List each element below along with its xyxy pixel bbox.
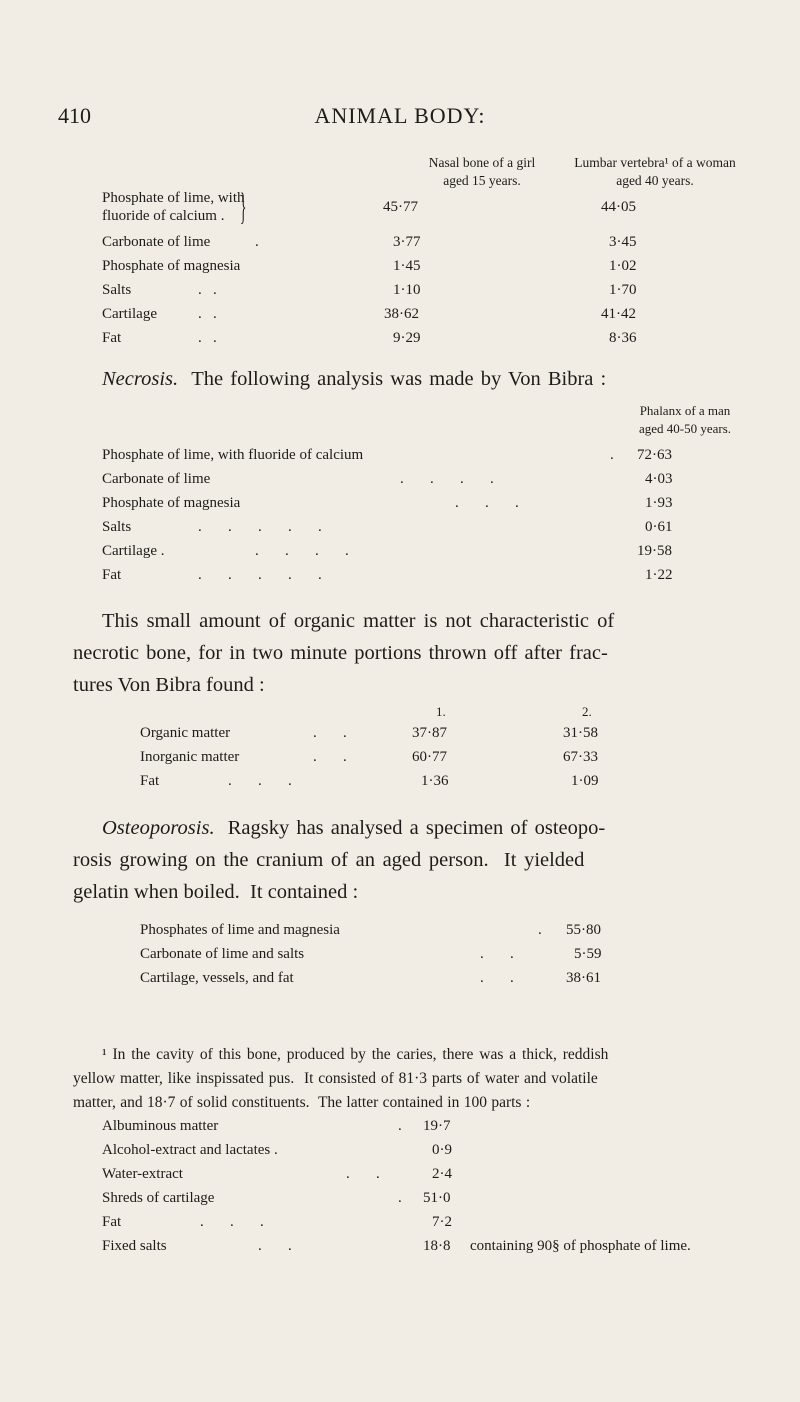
table-cell: 3·45 <box>609 234 637 250</box>
table-cell: 1·70 <box>609 282 637 298</box>
leader-dots: . . <box>198 306 217 322</box>
table-cell: 0·61 <box>645 519 673 535</box>
table-cell: 19·7 <box>423 1118 451 1134</box>
row-label: Organic matter <box>140 725 231 741</box>
table-cell: 37·87 <box>412 725 447 741</box>
table-cell: 1·10 <box>393 282 421 298</box>
row-label: Phosphate of lime, with <box>102 190 245 206</box>
leader-dots: . . <box>480 946 514 962</box>
table-cell: 5·59 <box>574 946 602 962</box>
table-cell: 1·22 <box>645 567 673 583</box>
leader-dots: . . . <box>200 1214 264 1230</box>
col-head: 2. <box>582 704 592 719</box>
col-head-line: aged 40-50 years. <box>638 421 732 436</box>
row-label: Fat <box>102 330 122 346</box>
paragraph-line: This small amount of organic matter is not characteristic of <box>102 610 615 632</box>
row-label: Carbonate of lime <box>102 234 211 250</box>
row-label: Cartilage <box>102 306 157 322</box>
brace-glyph: } <box>240 186 247 228</box>
table-cell: 55·80 <box>566 922 601 938</box>
row-label: Alcohol-extract and lactates . <box>102 1142 278 1158</box>
footnote-line: matter, and 18·7 of solid constituents. The latter contained in 100 parts : <box>73 1094 531 1111</box>
table-cell: 8·36 <box>609 330 637 346</box>
table-cell-note: containing 90§ of phosphate of lime. <box>470 1238 691 1254</box>
paragraph-text: The following analysis was made by Von Bibra : <box>191 368 607 390</box>
leader-dots: . <box>398 1118 402 1134</box>
table-cell: 41·42 <box>601 306 636 322</box>
row-label: Fat <box>140 773 160 789</box>
leader-dots: . . . <box>228 773 292 789</box>
col-head-phalanx <box>585 402 785 438</box>
row-label: Phosphate of lime, with fluoride of calcium <box>102 447 364 463</box>
col-head-line: Nasal bone of a girl <box>428 155 536 170</box>
row-label: Albuminous matter <box>102 1118 219 1134</box>
table-cell: 44·05 <box>601 199 636 215</box>
row-label: Salts <box>102 282 132 298</box>
table-cell: 4·03 <box>645 471 673 487</box>
row-label: Fat <box>102 567 122 583</box>
leader-dots: . . . <box>455 495 519 511</box>
table-cell: 1·45 <box>393 258 421 274</box>
running-head: ANIMAL BODY: <box>314 103 486 128</box>
col-head: 1. <box>436 704 446 719</box>
leader-dots: . <box>255 234 259 250</box>
table-cell: 31·58 <box>563 725 598 741</box>
leader-dots: . . <box>480 970 514 986</box>
table-cell: 9·29 <box>393 330 421 346</box>
table-cell: 1·02 <box>609 258 637 274</box>
table-cell: 38·61 <box>566 970 601 986</box>
row-label: fluoride of calcium . <box>102 208 225 224</box>
footnote-line: ¹ In the cavity of this bone, produced by the caries, there was a thick, reddish <box>102 1046 609 1063</box>
row-label: Carbonate of lime and salts <box>140 946 305 962</box>
row-label: Cartilage, vessels, and fat <box>140 970 294 986</box>
table-cell: 0·9 <box>432 1142 452 1158</box>
row-label: Shreds of cartilage <box>102 1190 215 1206</box>
table-cell: 38·62 <box>384 306 419 322</box>
col-head-lumbar-vertebra <box>540 154 770 190</box>
paragraph-line: necrotic bone, for in two minute portions thrown off after frac- <box>73 642 608 664</box>
page-number: 410 <box>58 103 91 128</box>
row-label: Phosphates of lime and magnesia <box>140 922 340 938</box>
leader-dots: . <box>398 1190 402 1206</box>
table-cell: 2·4 <box>432 1166 452 1182</box>
row-label: Carbonate of lime <box>102 471 211 487</box>
leader-dots: . . <box>198 282 217 298</box>
table-cell: 1·36 <box>421 773 449 789</box>
paragraph-line: tures Von Bibra found : <box>73 674 265 696</box>
paragraph-text: Ragsky has analysed a specimen of osteopo- <box>227 817 606 839</box>
leader-dots: . . . . <box>255 543 349 559</box>
col-head-line: aged 40 years. <box>616 173 694 188</box>
leader-dots: . <box>538 922 542 938</box>
row-label: Cartilage . <box>102 543 165 559</box>
paragraph-line: rosis growing on the cranium of an aged person. It yielded <box>73 849 585 871</box>
necrosis-paragraph <box>102 368 606 391</box>
leader-dots: . . <box>258 1238 292 1254</box>
leader-dots: . . <box>346 1166 380 1182</box>
table-cell: 72·63 <box>637 447 672 463</box>
page-header <box>0 103 800 143</box>
paragraph-line <box>102 817 605 840</box>
col-head-line: Lumbar vertebra¹ of a woman <box>574 155 736 170</box>
table-cell: 67·33 <box>563 749 598 765</box>
leader-dots: . . . . . <box>198 519 322 535</box>
row-label: Phosphate of magnesia <box>102 258 241 274</box>
col-head-line: aged 15 years. <box>443 173 521 188</box>
section-heading: Osteoporosis. <box>102 817 215 839</box>
row-label: Fat <box>102 1214 122 1230</box>
row-label: Fixed salts <box>102 1238 167 1254</box>
footnote-line: yellow matter, like inspissated pus. It consisted of 81·3 parts of water and volatile <box>73 1070 598 1087</box>
table-cell: 1·09 <box>571 773 599 789</box>
table-cell: 3·77 <box>393 234 421 250</box>
col-head-line: Phalanx of a man <box>639 403 731 418</box>
table-cell: 60·77 <box>412 749 447 765</box>
table-cell: 18·8 <box>423 1238 451 1254</box>
leader-dots: . <box>610 447 614 463</box>
row-label: Water-extract <box>102 1166 183 1182</box>
table-cell: 1·93 <box>645 495 673 511</box>
row-label: Salts <box>102 519 132 535</box>
section-heading: Necrosis. <box>102 368 179 390</box>
leader-dots: . . <box>198 330 217 346</box>
row-label: Inorganic matter <box>140 749 240 765</box>
leader-dots: . . <box>313 749 347 765</box>
row-label: Phosphate of magnesia <box>102 495 241 511</box>
table-cell: 51·0 <box>423 1190 451 1206</box>
leader-dots: . . . . <box>400 471 494 487</box>
leader-dots: . . . . . <box>198 567 322 583</box>
table-cell: 19·58 <box>637 543 672 559</box>
table-cell: 7·2 <box>432 1214 452 1230</box>
leader-dots: . . <box>313 725 347 741</box>
paragraph-line: gelatin when boiled. It contained : <box>73 881 359 903</box>
table-cell: 45·77 <box>383 199 418 215</box>
